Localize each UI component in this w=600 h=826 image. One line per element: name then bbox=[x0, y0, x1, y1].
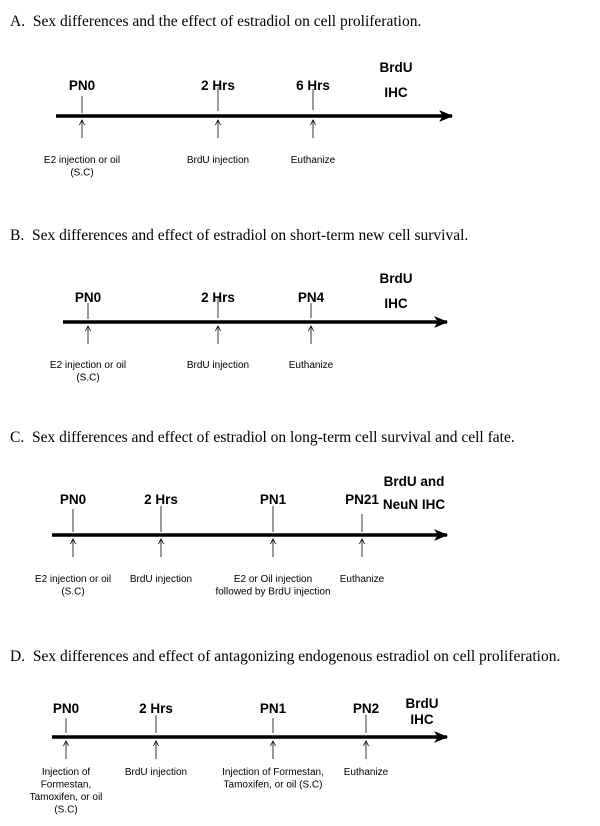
panel-a-timepoint-label: 6 Hrs bbox=[296, 78, 330, 93]
panel-c-timepoint-label: PN21 bbox=[345, 492, 379, 507]
panel-c-letter: C. bbox=[10, 429, 25, 446]
panel-a-title-text: Sex differences and the effect of estradiol on cell proliferation. bbox=[32, 13, 422, 30]
panel-b-letter: B. bbox=[10, 227, 25, 244]
panel-d-event-note: Tamoxifen, or oil bbox=[29, 792, 103, 803]
panel-a-event-note: BrdU injection bbox=[186, 155, 250, 166]
panel-c-timepoint-label: PN0 bbox=[59, 492, 87, 507]
panel-d-event-note: Euthanize bbox=[343, 767, 389, 778]
panel-d-event-note: Tamoxifen, or oil (S.C) bbox=[223, 779, 323, 791]
panel-b-event-note: E2 injection or oil bbox=[49, 360, 127, 371]
panel-d-event-note: (S.C) bbox=[54, 804, 78, 816]
panel-b-assay-label: IHC bbox=[384, 296, 408, 311]
panel-c-event-note: (S.C) bbox=[61, 586, 85, 598]
panel-c-event-note: E2 injection or oil bbox=[34, 574, 112, 585]
panel-b-timepoint-label: 2 Hrs bbox=[201, 290, 235, 305]
panel-c-event-note: followed by BrdU injection bbox=[215, 586, 331, 598]
panel-a-assay-label: IHC bbox=[384, 85, 408, 100]
panel-c-timepoint-label: PN1 bbox=[259, 492, 287, 507]
panel-d-assay-label: IHC bbox=[410, 712, 434, 727]
panel-b-event-note: BrdU injection bbox=[186, 360, 250, 371]
panel-a-event-note: (S.C) bbox=[70, 167, 94, 179]
panel-a-timepoint-label: PN0 bbox=[68, 78, 96, 93]
panel-d-timepoint-label: 2 Hrs bbox=[139, 701, 173, 716]
panel-c-event-note: Euthanize bbox=[339, 574, 385, 585]
panel-c-assay-label: BrdU and bbox=[383, 474, 445, 489]
panel-b-event-note: (S.C) bbox=[76, 372, 100, 384]
panel-d-event-note: Injection of bbox=[41, 767, 91, 778]
panel-d-letter: D. bbox=[10, 648, 26, 665]
panel-d-timepoint-label: PN1 bbox=[259, 701, 287, 716]
panel-c-timepoint-label: 2 Hrs bbox=[144, 492, 178, 507]
panel-d-event-note: Formestan, bbox=[40, 779, 92, 791]
panel-c-event-note: E2 or Oil injection bbox=[233, 574, 313, 585]
panel-b-assay-label: BrdU bbox=[379, 271, 413, 286]
panel-b-event-note: Euthanize bbox=[288, 360, 334, 371]
panel-c-title-text: Sex differences and effect of estradiol on long-term cell survival and cell fate. bbox=[31, 429, 515, 446]
panel-b-title-text: Sex differences and effect of estradiol on short-term new cell survival. bbox=[31, 227, 469, 244]
panel-b-timepoint-label: PN0 bbox=[74, 290, 102, 305]
panel-a-event-note: E2 injection or oil bbox=[43, 155, 121, 166]
panel-a-event-note: Euthanize bbox=[290, 155, 336, 166]
panel-c-event-note: BrdU injection bbox=[129, 574, 193, 585]
panel-a-timepoint-label: 2 Hrs bbox=[201, 78, 235, 93]
panel-c-assay-label: NeuN IHC bbox=[382, 497, 446, 512]
panel-d-timepoint-label: PN2 bbox=[352, 701, 380, 716]
panel-a-assay-label: BrdU bbox=[379, 60, 413, 75]
panel-d-event-note: BrdU injection bbox=[124, 767, 188, 778]
panel-b-timepoint-label: PN4 bbox=[297, 290, 325, 305]
panel-d-event-note: Injection of Formestan, bbox=[222, 767, 324, 778]
panel-a-letter: A. bbox=[10, 13, 26, 30]
panel-d-timepoint-label: PN0 bbox=[52, 701, 80, 716]
panel-d-assay-label: BrdU bbox=[405, 696, 439, 711]
panel-d-title-text: Sex differences and effect of antagonizing endogenous estradiol on cell proliferation. bbox=[32, 648, 561, 665]
